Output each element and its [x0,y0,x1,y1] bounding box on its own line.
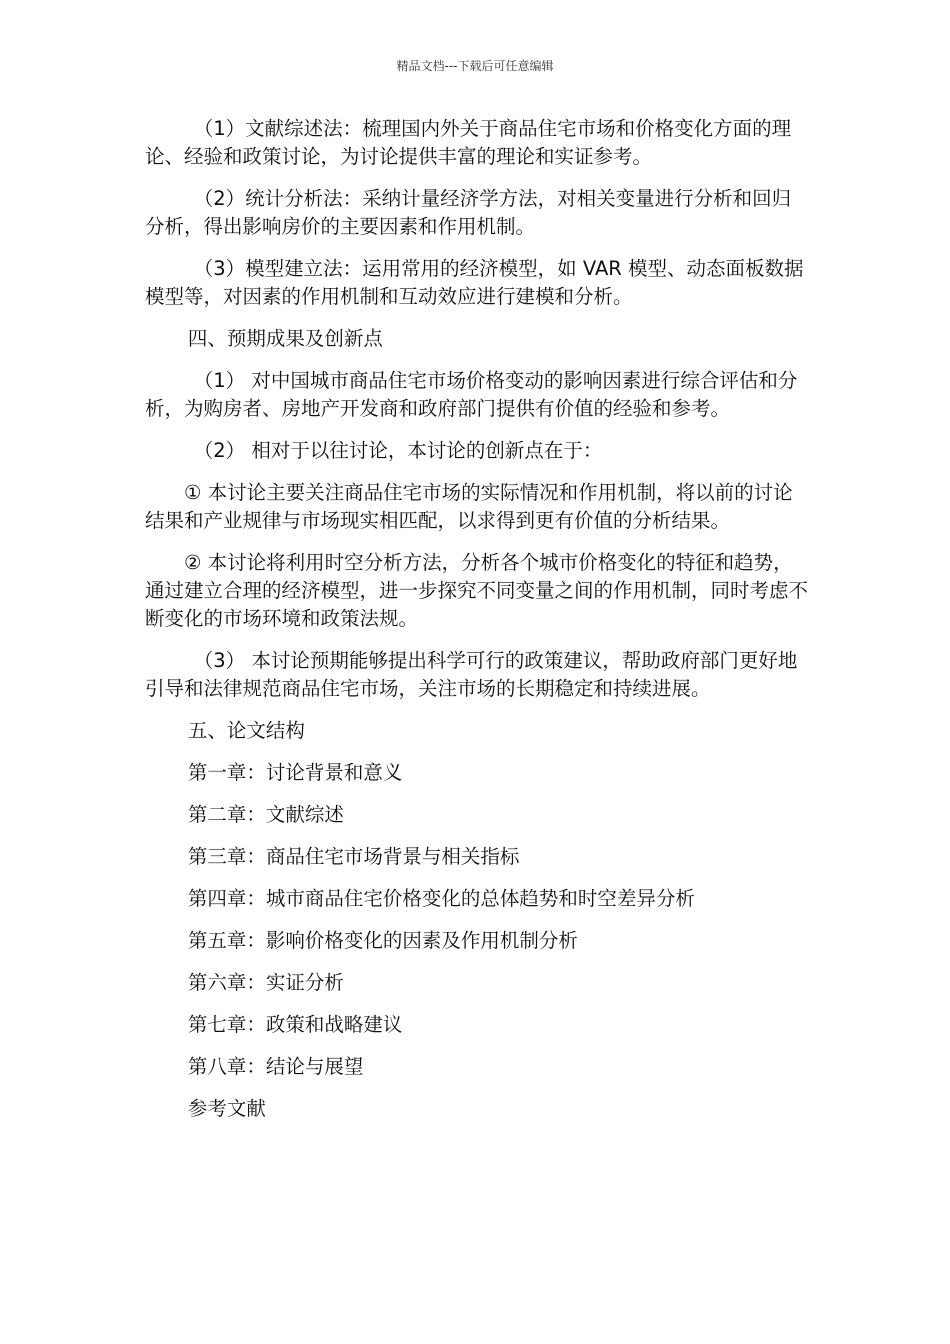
section-heading-thesis-structure: 五、论文结构 [187,719,305,742]
document-body [145,115,810,1137]
references-item: 参考文献 [187,1097,266,1120]
method-paragraph: （2）统计分析法：采纳计量经济学方法，对相关变量进行分析和回归分析，得出影响房价的主要因素和作用机制。 [145,187,792,238]
result-paragraph: （1） 对中国城市商品住宅市场价格变动的影响因素进行综合评估和分析，为购房者、房地产开发商和政府部门提供有价值的经验和参考。 [145,369,798,420]
chapter-item: 第五章：影响价格变化的因素及作用机制分析 [187,929,578,952]
result-paragraph: （3） 本讨论预期能够提出科学可行的政策建议，帮助政府部门更好地引导和法律规范商品住宅市场，关注市场的长期稳定和持续进展。 [145,649,798,700]
chapter-item: 第四章：城市商品住宅价格变化的总体趋势和时空差异分析 [187,887,695,910]
chapter-item: 第七章：政策和战略建议 [187,1013,403,1036]
chapter-item: 第六章：实证分析 [187,971,344,994]
chapter-item: 第二章：文献综述 [187,803,344,826]
chapter-item: 第三章：商品住宅市场背景与相关指标 [187,845,520,868]
method-paragraph: （1）文献综述法：梳理国内外关于商品住宅市场和价格变化方面的理论、经验和政策讨论，为讨论提供丰富的理论和实证参考。 [145,117,792,168]
result-paragraph: （2） 相对于以往讨论，本讨论的创新点在于： [193,439,603,462]
chapter-item: 第一章：讨论背景和意义 [187,761,403,784]
section-heading-expected-results: 四、预期成果及创新点 [187,327,383,350]
innovation-paragraph: ① 本讨论主要关注商品住宅市场的实际情况和作用机制，将以前的讨论结果和产业规律与市场现实相匹配，以求得到更有价值的分析结果。 [145,481,793,532]
innovation-paragraph: ② 本讨论将利用时空分析方法，分析各个城市价格变化的特征和趋势，通过建立合理的经济模型，进一步探究不同变量之间的作用机制，同时考虑不断变化的市场环境和政策法规。 [145,551,809,630]
method-paragraph: （3）模型建立法：运用常用的经济模型，如 VAR 模型、动态面板数据模型等，对因素的作用机制和互动效应进行建模和分析。 [145,257,804,308]
page-header-note: 精品文档---下载后可任意编辑 [396,59,554,73]
chapter-item: 第八章：结论与展望 [187,1055,364,1078]
